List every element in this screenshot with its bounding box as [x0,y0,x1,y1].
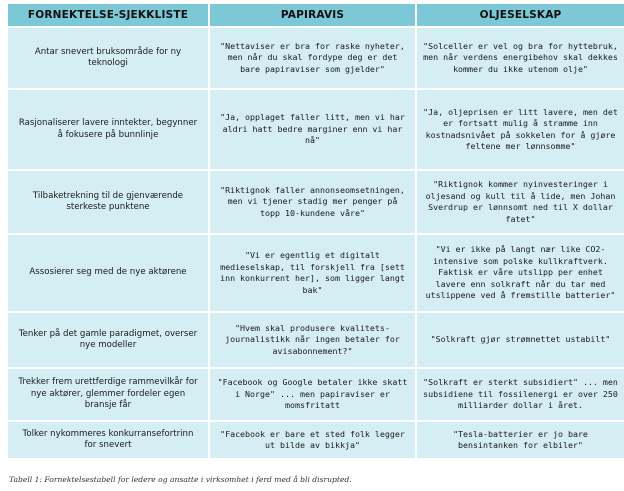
header-oljeselskap: OLJESELSKAP [417,4,624,28]
table-caption: Tabell 1: Fornektelsestabell for ledere og ansatte i virksomhet i ferd med å bli disrupted. [9,475,352,484]
papiravis-quote-cell: "Ja, opplaget faller litt, men vi har aldri hatt bedre marginer enn vi har nå" [210,90,415,171]
papiravis-quote-cell: "Facebook og Google betaler ikke skatt i Norge" ... men papiraviser er momsfritatt [210,369,415,422]
papiravis-quote-cell: "Facebook er bare et sted folk legger ut bilde av bikkja" [210,422,415,460]
table-header-row [8,4,624,28]
criterion-cell: Antar snevert bruksområde for ny teknologi [8,28,208,90]
criterion-cell: Rasjonaliserer lavere inntekter, begynner å fokusere på bunnlinje [8,90,208,171]
oljeselskap-quote-cell: "Tesla-batterier er jo bare bensintanken for elbiler" [417,422,624,460]
table-row [8,422,624,460]
criterion-cell: Tilbaketrekning til de gjenværende sterkeste punktene [8,171,208,235]
papiravis-quote-cell: "Nettaviser er bra for raske nyheter, men når du skal fordype deg er det bare papiraviser som gjelder" [210,28,415,90]
oljeselskap-quote-cell: "Solkraft er sterkt subsidiert" ... men subsidiene til fossilenergi er over 250 milliarder dollar i året. [417,369,624,422]
table-row [8,235,624,313]
criterion-cell: Tolker nykommeres konkurransefortrinn for snevert [8,422,208,460]
table-row [8,171,624,235]
table-row [8,90,624,171]
papiravis-quote-cell: "Vi er egentlig et digitalt medieselskap, til forskjell fra [sett inn konkurrent her], som ligger langt bak" [210,235,415,313]
table-row [8,369,624,422]
oljeselskap-quote-cell: "Solkraft gjør strømnettet ustabilt" [417,313,624,369]
oljeselskap-quote-cell: "Riktignok kommer nyinvesteringer i oljesand og kull til å lide, men Johan Sverdrup er lønnsomt ned til X dollar fatet" [417,171,624,235]
table-row [8,313,624,369]
table-row [8,28,624,90]
header-papiravis: PAPIRAVIS [210,4,415,28]
papiravis-quote-cell: "Riktignok faller annonseomsetningen, men vi tjener stadig mer penger på topp 10-kundene våre" [210,171,415,235]
criterion-cell: Tenker på det gamle paradigmet, overser nye modeller [8,313,208,369]
papiravis-quote-cell: "Hvem skal produsere kvalitets-journalistikk når ingen betaler for avisabonnement?" [210,313,415,369]
oljeselskap-quote-cell: "Solceller er vel og bra for hyttebruk, men når verdens energibehov skal dekkes kommer du ikke utenom olje" [417,28,624,90]
denial-checklist-table [6,4,624,460]
oljeselskap-quote-cell: "Ja, oljeprisen er litt lavere, men det er fortsatt mulig å stramme inn kostnadsnivået på sokkelen for å gjøre feltene mer lønnsomme" [417,90,624,171]
oljeselskap-quote-cell: "Vi er ikke på langt nær like CO2-intensive som polske kullkraftverk. Faktisk er våre utslipp per enhet lavere enn solkraft når du tar med utslippene ved å fremstille batterier" [417,235,624,313]
header-checklist: FORNEKTELSE-SJEKKLISTE [8,4,208,28]
criterion-cell: Assosierer seg med de nye aktørene [8,235,208,313]
criterion-cell: Trekker frem urettferdige rammevilkår for nye aktører, glemmer fordeler egen bransje får [8,369,208,422]
